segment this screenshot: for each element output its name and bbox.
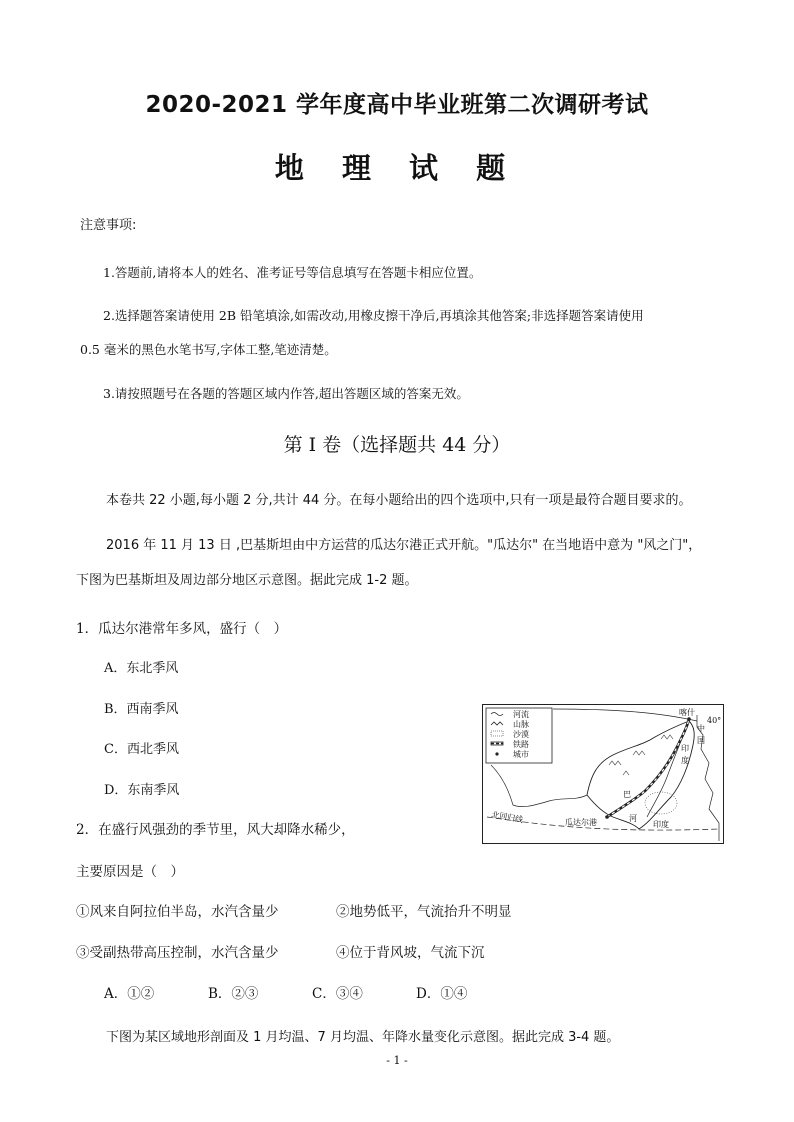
section-intro: 本卷共 22 小题,每小题 2 分,共计 44 分。在每小题给出的四个选项中,只有一项是最符合题目要求的。 xyxy=(106,493,692,508)
material-2-text: 下图为某区域地形剖面及 1 月均温、7 月均温、年降水量变化示意图。据此完成 3-4 题。 xyxy=(106,1030,620,1045)
notice-item-3: 3.请按照题号在各题的答题区域内作答,超出答题区域的答案无效。 xyxy=(103,386,469,401)
legend-river-label: 河流 xyxy=(513,710,529,719)
label-china-1: 中 xyxy=(697,724,705,733)
question-1-stem: 1．瓜达尔港常年多风，盛行（ ） xyxy=(76,621,288,637)
section-title: 第 I 卷（选择题共 44 分） xyxy=(283,434,511,456)
exam-subject-title: 地 理 试 题 xyxy=(274,151,520,185)
gwadar-city xyxy=(605,815,609,819)
question-1-option-b: B．西南季风 xyxy=(104,702,179,717)
notice-item-2: 2.选择题答案请使用 2B 铅笔填涂,如需改动,用橡皮擦干净后,再填涂其他答案;非选择题答案请使用 xyxy=(103,308,644,323)
question-2-option-d: D．①④ xyxy=(416,986,468,1002)
label-pakistan: 巴 xyxy=(623,790,631,799)
label-latitude: 40° xyxy=(707,716,722,725)
legend-desert-label: 沙漠 xyxy=(513,730,529,739)
label-india-2: 度 xyxy=(681,756,689,765)
question-2-option-a: A．①② xyxy=(104,986,155,1002)
material-1-line-1: 2016 年 11 月 13 日 ,巴基斯坦由中方运营的瓜达尔港正式开航。"瓜达尔" 在当地语中意为 "风之门"， xyxy=(106,538,702,553)
page-number: - 1 - xyxy=(386,1054,408,1067)
question-1-option-d: D．东南季风 xyxy=(104,783,180,798)
question-2-stem: 2．在盛行风强劲的季节里，风大却降水稀少， xyxy=(76,822,355,838)
border-line-east xyxy=(697,715,722,841)
railway-line xyxy=(607,719,689,817)
question-1-option-a: A．东北季风 xyxy=(104,661,179,676)
pakistan-border-west xyxy=(587,721,689,795)
legend-city-label: 城市 xyxy=(513,750,529,759)
question-2-option-c: C．③④ xyxy=(312,986,363,1002)
legend-railway-label: 铁路 xyxy=(513,740,529,749)
desert-area xyxy=(645,792,677,814)
notice-heading: 注意事项: xyxy=(80,218,137,233)
question-2-statement-3: ③受副热带高压控制，水汽含量少 xyxy=(76,945,279,961)
notice-item-2-continued: 0.5 毫米的黑色水笔书写,字体工整,笔迹清楚。 xyxy=(80,342,337,357)
label-tropic-of-cancer: 北回归线 xyxy=(490,810,524,825)
question-2-stem-continued: 主要原因是（ ） xyxy=(76,864,184,880)
pakistan-region-map xyxy=(482,704,724,844)
question-1-option-c: C．西北季风 xyxy=(104,742,179,757)
label-kashgar: 喀什 xyxy=(679,708,695,717)
question-2-statement-4: ④位于背风坡，气流下沉 xyxy=(336,945,485,961)
material-1-line-2: 下图为巴基斯坦及周边部分地区示意图。据此完成 1-2 题。 xyxy=(76,573,418,588)
legend-mountain-label: 山脉 xyxy=(513,720,529,729)
question-2-option-b: B．②③ xyxy=(208,986,259,1002)
city-legend-icon xyxy=(495,752,498,755)
kashgar-city xyxy=(687,717,691,721)
question-2-statement-1: ①风来自阿拉伯半岛，水汽含量少 xyxy=(76,904,279,920)
label-india: 印度 xyxy=(653,820,669,829)
pakistan-border-east xyxy=(587,721,694,829)
notice-item-1: 1.答题前,请将本人的姓名、准考证号等信息填写在答题卡相应位置。 xyxy=(103,265,482,280)
desert-legend-icon xyxy=(491,731,503,736)
label-china-2: 国 xyxy=(697,736,705,745)
label-india-1: 印 xyxy=(681,744,689,753)
label-gwadar: 瓜达尔港 xyxy=(565,818,597,827)
coastline-west xyxy=(491,765,587,807)
label-river: 河 xyxy=(629,814,637,823)
border-line-north xyxy=(553,709,697,721)
question-2-statement-2: ②地势低平，气流抬升不明显 xyxy=(336,904,512,920)
exam-title: 2020-2021 学年度高中毕业班第二次调研考试 xyxy=(145,92,649,118)
